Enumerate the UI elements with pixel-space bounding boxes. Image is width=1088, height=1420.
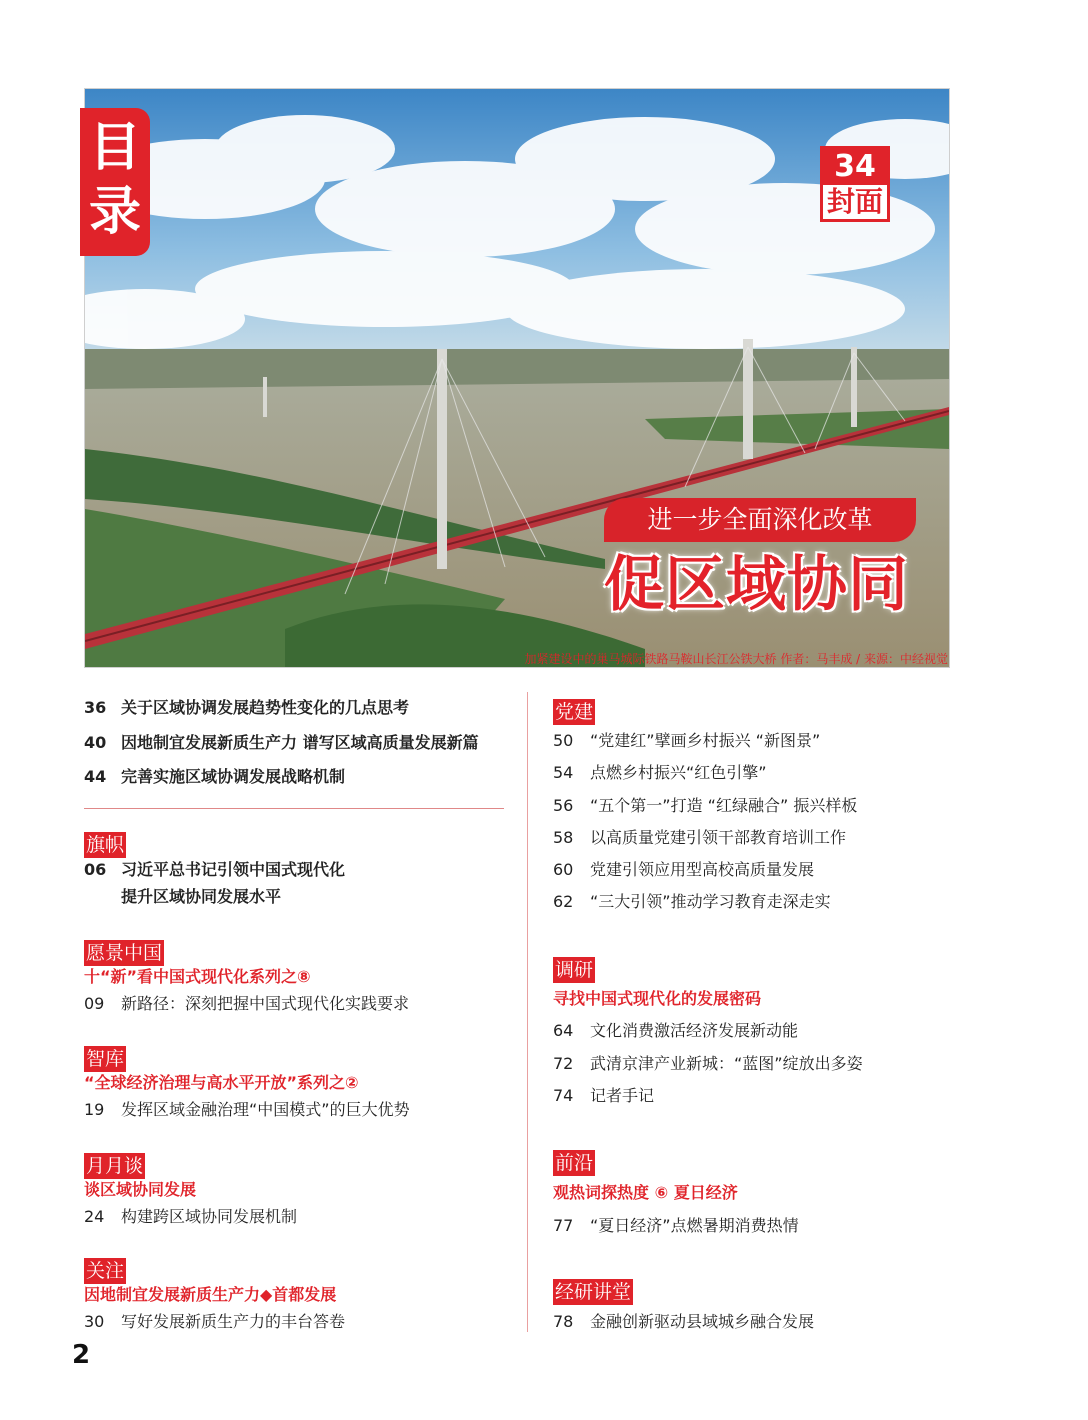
section-series-title: 十“新”看中国式现代化系列之⑧	[84, 967, 311, 986]
section-series-title: 观热词探热度 ⑥ 夏日经济	[553, 1183, 738, 1202]
toc-entry[interactable]	[553, 1053, 863, 1075]
section-series-title: 因地制宜发展新质生产力◆首都发展	[84, 1285, 337, 1304]
toc-page-number: 58	[553, 828, 574, 847]
toc-entry[interactable]	[553, 1085, 654, 1107]
section-label-qianyan[interactable]: 前沿	[555, 1152, 594, 1174]
toc-title: “三大引领”推动学习教育走深走实	[590, 892, 831, 911]
toc-entry[interactable]	[84, 732, 479, 754]
toc-entry[interactable]	[553, 730, 820, 752]
contents-char-1: 目	[88, 118, 141, 178]
cover-title: 促区域协同	[604, 550, 909, 620]
cover-label: 封面	[826, 185, 883, 218]
section-series-title: 谈区域协同发展	[84, 1180, 197, 1199]
toc-entry[interactable]	[84, 993, 409, 1015]
toc-page-number: 60	[553, 860, 574, 879]
toc-entry[interactable]	[553, 827, 846, 849]
toc-entry[interactable]	[84, 697, 409, 719]
toc-page-number: 19	[84, 1100, 105, 1119]
toc-page-number: 78	[553, 1312, 574, 1331]
toc-title: 党建引领应用型高校高质量发展	[590, 860, 815, 879]
cover-page-number: 34	[823, 149, 887, 185]
toc-page-number: 77	[553, 1216, 574, 1235]
toc-page-number: 09	[84, 994, 105, 1013]
toc-entry[interactable]	[84, 1099, 410, 1121]
toc-entry[interactable]	[553, 891, 831, 913]
section-label-dangjian[interactable]: 党建	[555, 701, 594, 723]
toc-page-number: 74	[553, 1086, 574, 1105]
toc-page-number: 44	[84, 767, 107, 786]
toc-entry[interactable]	[84, 859, 345, 881]
toc-page-number: 06	[84, 860, 107, 879]
section-label-zhiku[interactable]: 智库	[86, 1048, 125, 1070]
toc-page-number: 54	[553, 763, 574, 782]
section-series-title: “全球经济治理与高水平开放”系列之②	[84, 1073, 359, 1092]
section-label-yuanjing[interactable]: 愿景中国	[86, 942, 163, 964]
toc-entry[interactable]	[553, 1311, 814, 1333]
section-label-diaoyan[interactable]: 调研	[555, 959, 594, 981]
toc-title: 关于区域协调发展趋势性变化的几点思考	[121, 698, 410, 717]
toc-title: “五个第一”打造 “红绿融合” 振兴样板	[590, 796, 858, 815]
section-label-qizhi[interactable]: 旗帜	[86, 834, 125, 856]
toc-title: 因地制宜发展新质生产力 谱写区域高质量发展新篇	[121, 733, 479, 752]
column-divider	[527, 692, 528, 1332]
toc-title: 以高质量党建引领干部教育培训工作	[590, 828, 847, 847]
toc-entry[interactable]	[553, 1020, 798, 1042]
toc-page-number: 72	[553, 1054, 574, 1073]
cover-subtitle: 进一步全面深化改革	[604, 498, 916, 542]
toc-title: 习近平总书记引领中国式现代化	[121, 860, 346, 879]
section-series-title: 寻找中国式现代化的发展密码	[553, 989, 762, 1008]
cover-story-badge[interactable]	[820, 146, 890, 222]
toc-page-number: 64	[553, 1021, 574, 1040]
toc-page-number: 62	[553, 892, 574, 911]
toc-entry[interactable]	[84, 1206, 297, 1228]
toc-title: 发挥区域金融治理“中国模式”的巨大优势	[121, 1100, 410, 1119]
toc-entry[interactable]	[553, 859, 814, 881]
section-label-yueyuetan[interactable]: 月月谈	[86, 1155, 144, 1177]
toc-title: 完善实施区域协调发展战略机制	[121, 767, 346, 786]
toc-page-number: 56	[553, 796, 574, 815]
page-number: 2	[72, 1340, 91, 1370]
toc-title: 武清京津产业新城：“蓝图”绽放出多姿	[590, 1054, 863, 1073]
toc-title-line2[interactable]: 提升区域协同发展水平	[121, 887, 282, 906]
toc-page-number: 30	[84, 1312, 105, 1331]
toc-title: 点燃乡村振兴“红色引擎”	[590, 763, 767, 782]
toc-title: 记者手记	[590, 1086, 655, 1105]
toc-entry[interactable]	[84, 1311, 345, 1333]
toc-title: 新路径：深刻把握中国式现代化实践要求	[121, 994, 410, 1013]
toc-title: 金融创新驱动县域城乡融合发展	[590, 1312, 815, 1331]
toc-page-number: 36	[84, 698, 107, 717]
section-label-guanzhu[interactable]: 关注	[86, 1260, 125, 1282]
toc-title: “夏日经济”点燃暑期消费热情	[590, 1216, 799, 1235]
toc-entry[interactable]	[553, 795, 857, 817]
toc-title: 构建跨区域协同发展机制	[121, 1207, 298, 1226]
toc-title: 文化消费激活经济发展新动能	[590, 1021, 799, 1040]
toc-title: “党建红”擘画乡村振兴 “新图景”	[590, 731, 821, 750]
section-label-jingyan[interactable]: 经研讲堂	[555, 1281, 632, 1303]
toc-entry[interactable]	[553, 762, 767, 784]
toc-title: 写好发展新质生产力的丰台答卷	[121, 1312, 346, 1331]
toc-page-number: 50	[553, 731, 574, 750]
toc-entry[interactable]	[84, 766, 345, 788]
contents-badge	[80, 108, 150, 256]
toc-page-number: 40	[84, 733, 107, 752]
contents-char-2: 录	[88, 182, 141, 242]
section-divider	[84, 808, 504, 809]
toc-page-number: 24	[84, 1207, 105, 1226]
photo-caption: 加紧建设中的巢马城际铁路马鞍山长江公铁大桥 作者：马丰成 / 来源：中经视觉	[524, 652, 948, 666]
toc-entry[interactable]	[553, 1215, 799, 1237]
